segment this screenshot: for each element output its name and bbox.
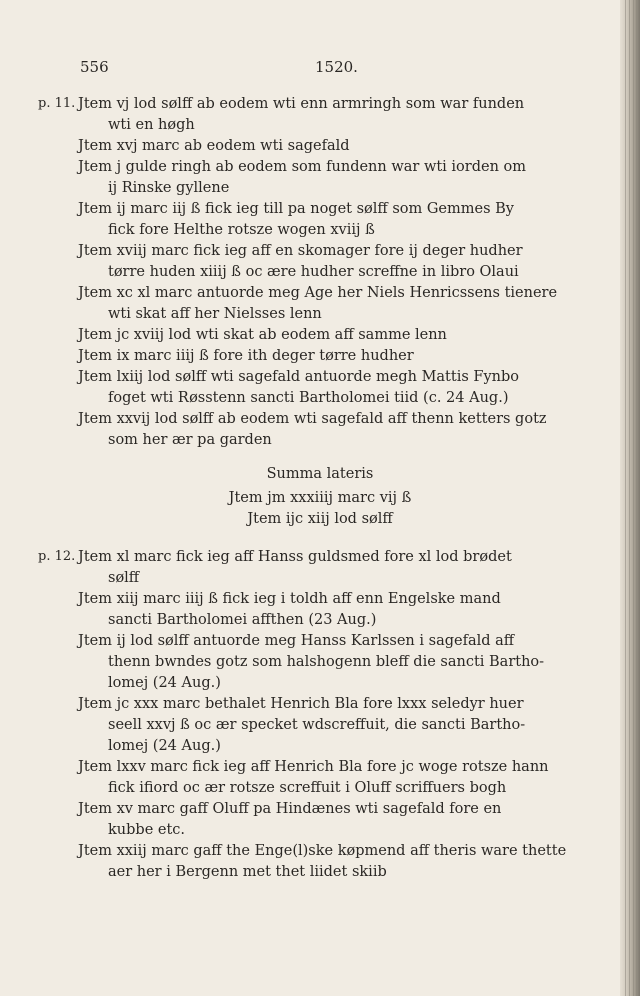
- line-text: ij Rinske gyllene: [108, 180, 230, 196]
- line-text: kubbe etc.: [108, 822, 186, 838]
- line-text: Jtem ij marc iij ß fick ieg till pa noget sølff som Gemmes By: [78, 201, 514, 217]
- line-text: Jtem vj lod sølff ab eodem wti enn armringh som war funden: [78, 96, 525, 112]
- line-text: Jtem ix marc iiij ß fore ith deger tørre hudher: [78, 348, 414, 364]
- line-text: foget wti Røsstenn sancti Bartholomei tiid (c. 24 Aug.): [108, 390, 509, 406]
- line-text: Jtem ij lod sølff antuorde meg Hanss Karlssen i sagefald aff: [78, 633, 515, 649]
- line-text: Jtem xviij marc fick ieg aff en skomager fore ij deger hudher: [78, 243, 523, 259]
- line-text: Jtem j gulde ringh ab eodem som fundenn war wti iorden om: [78, 159, 527, 175]
- line-text: seell xxvj ß oc ær specket wdscreffuit, die sancti Bartho-: [108, 717, 526, 733]
- line-text: wti en høgh: [108, 117, 195, 133]
- summa-line: Jtem ijc xiij lod sølff: [247, 511, 393, 527]
- summa-title: Summa lateris: [266, 466, 374, 482]
- line-text: som her ær pa garden: [108, 432, 272, 448]
- line-text: fick ifiord oc ær rotsze screffuit i Oluff scriffuers bogh: [108, 780, 507, 796]
- text-line: [0, 860, 620, 884]
- line-text: wti skat aff her Nielsses lenn: [108, 306, 322, 322]
- line-text: tørre huden xiiij ß oc ære hudher screffne in libro Olaui: [108, 264, 519, 280]
- line-text: Jtem xxiij marc gaff the Enge(l)ske køpmend aff theris ware thette: [78, 843, 567, 859]
- page-year: 1520.: [315, 58, 358, 76]
- summa-line: Jtem jm xxxiiij marc vij ß: [228, 490, 412, 506]
- line-text: sølff: [108, 570, 140, 586]
- line-text: Jtem xxvij lod sølff ab eodem wti sagefald aff thenn ketters gotz: [78, 411, 547, 427]
- line-text: Jtem jc xxx marc bethalet Henrich Bla fore lxxx seledyr huer: [78, 696, 524, 712]
- line-text: Jtem xl marc fick ieg aff Hanss guldsmed fore xl lod brødet: [78, 549, 512, 565]
- line-text: Jtem xv marc gaff Oluff pa Hindænes wti sagefald fore en: [78, 801, 502, 817]
- page-number: 556: [80, 58, 109, 76]
- line-text: Jtem lxiij lod sølff wti sagefald antuorde megh Mattis Fynbo: [78, 369, 520, 385]
- line-text: Jtem xc xl marc antuorde meg Age her Niels Henricssens tienere: [78, 285, 558, 301]
- line-text: aer her i Bergenn met thet liidet skiib: [108, 864, 387, 880]
- line-text: Jtem jc xviij lod wti skat ab eodem aff samme lenn: [78, 327, 447, 343]
- page-reference: p. 11.: [38, 96, 76, 111]
- line-text: lomej (24 Aug.): [108, 675, 221, 691]
- page-header: [0, 58, 620, 80]
- line-text: Jtem xiij marc iiij ß fick ieg i toldh aff enn Engelske mand: [78, 591, 501, 607]
- line-text: fick fore Helthe rotsze wogen xviij ß: [108, 222, 375, 238]
- line-text: Jtem xvj marc ab eodem wti sagefald: [78, 138, 350, 154]
- line-text: sancti Bartholomei affthen (23 Aug.): [108, 612, 377, 628]
- line-text: thenn bwndes gotz som halshogenn bleff die sancti Bartho-: [108, 654, 545, 670]
- text-line: [0, 428, 620, 452]
- page-reference: p. 12.: [38, 549, 76, 564]
- line-text: Jtem lxxv marc fick ieg aff Henrich Bla fore jc woge rotsze hann: [78, 759, 549, 775]
- line-text: lomej (24 Aug.): [108, 738, 221, 754]
